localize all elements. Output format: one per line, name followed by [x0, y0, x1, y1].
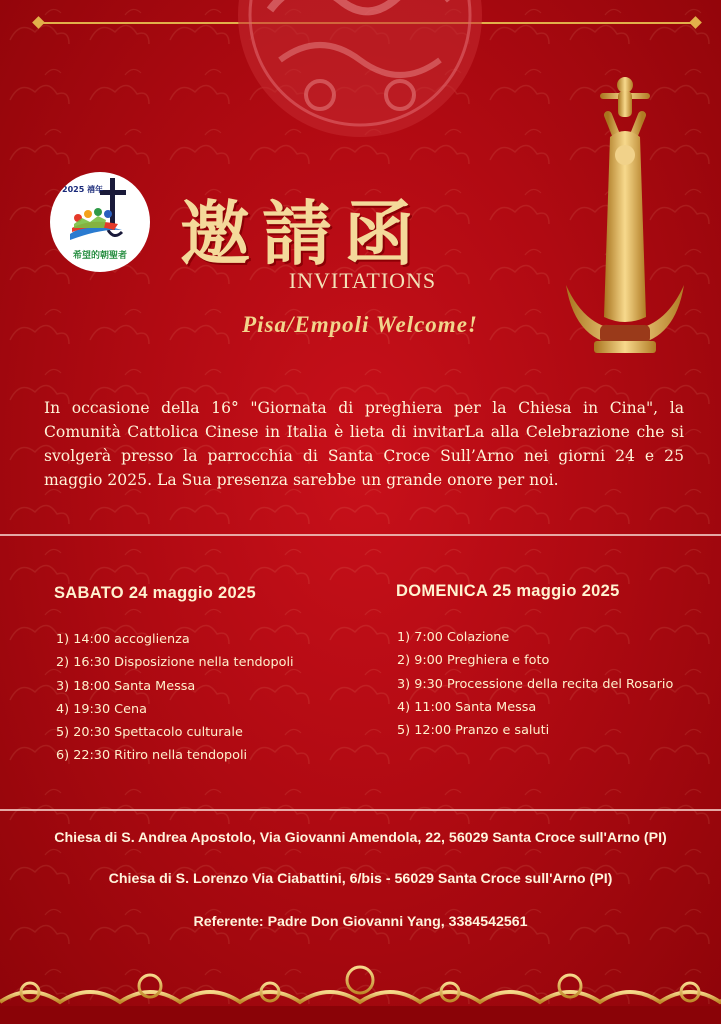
- divider-top: [0, 534, 721, 536]
- dragon-medallion-icon: [210, 0, 510, 140]
- saturday-title: SABATO 24 maggio 2025: [54, 584, 256, 602]
- sunday-title: DOMENICA 25 maggio 2025: [396, 582, 620, 600]
- logo-caption: 希望的朝聖者: [72, 251, 127, 261]
- intro-paragraph: In occasione della 16° "Giornata di preghiera per la Chiesa in Cina", la Comunità Cattolica Cinese in Italia è lieta di invitarLa alla Celebrazione che si svolgerà presso la parrocchia di Santa Croce Sull’Arno nei giorni 24 e 25 maggio 2025. La Sua presenza sarebbe un grande onore per noi.: [44, 399, 684, 489]
- list-item: 2) 9:00 Preghiera e foto: [397, 653, 550, 669]
- ornamental-cloud-border: [0, 962, 721, 1024]
- footer-contact: Referente: Padre Don Giovanni Yang, 3384542561: [193, 914, 528, 930]
- list-item: 1) 14:00 accoglienza: [56, 632, 190, 647]
- list-item: 3) 18:00 Santa Messa: [56, 678, 196, 694]
- sunday-schedule: [397, 626, 673, 742]
- list-item: 2) 16:30 Disposizione nella tendopoli: [56, 655, 294, 671]
- welcome-text: Pisa/Empoli Welcome!: [242, 312, 478, 337]
- title-chinese: 邀請函: [180, 192, 426, 275]
- jubilee-logo: [50, 172, 150, 272]
- list-item: 4) 11:00 Santa Messa: [397, 699, 537, 715]
- title-english: INVITATIONS: [288, 268, 437, 293]
- list-item: 6) 22:30 Ritiro nella tendopoli: [56, 748, 248, 764]
- list-item: 5) 12:00 Pranzo e saluti: [397, 723, 550, 739]
- list-item: 4) 19:30 Cena: [56, 701, 147, 717]
- madonna-statue-icon: [560, 75, 685, 360]
- list-item: 5) 20:30 Spettacolo culturale: [56, 725, 243, 741]
- footer-address-1: Chiesa di S. Andrea Apostolo, Via Giovanni Amendola, 22, 56029 Santa Croce sull'Arno (PI): [54, 830, 667, 846]
- logo-year: 2025 禧年: [62, 185, 104, 194]
- footer-address-2: Chiesa di S. Lorenzo Via Ciabattini, 6/bis - 56029 Santa Croce sull'Arno (PI): [108, 871, 613, 887]
- list-item: 1) 7:00 Colazione: [397, 630, 510, 645]
- list-item: 3) 9:30 Processione della recita del Rosario: [397, 676, 674, 692]
- divider-bottom: [0, 809, 721, 811]
- saturday-schedule: [56, 628, 294, 768]
